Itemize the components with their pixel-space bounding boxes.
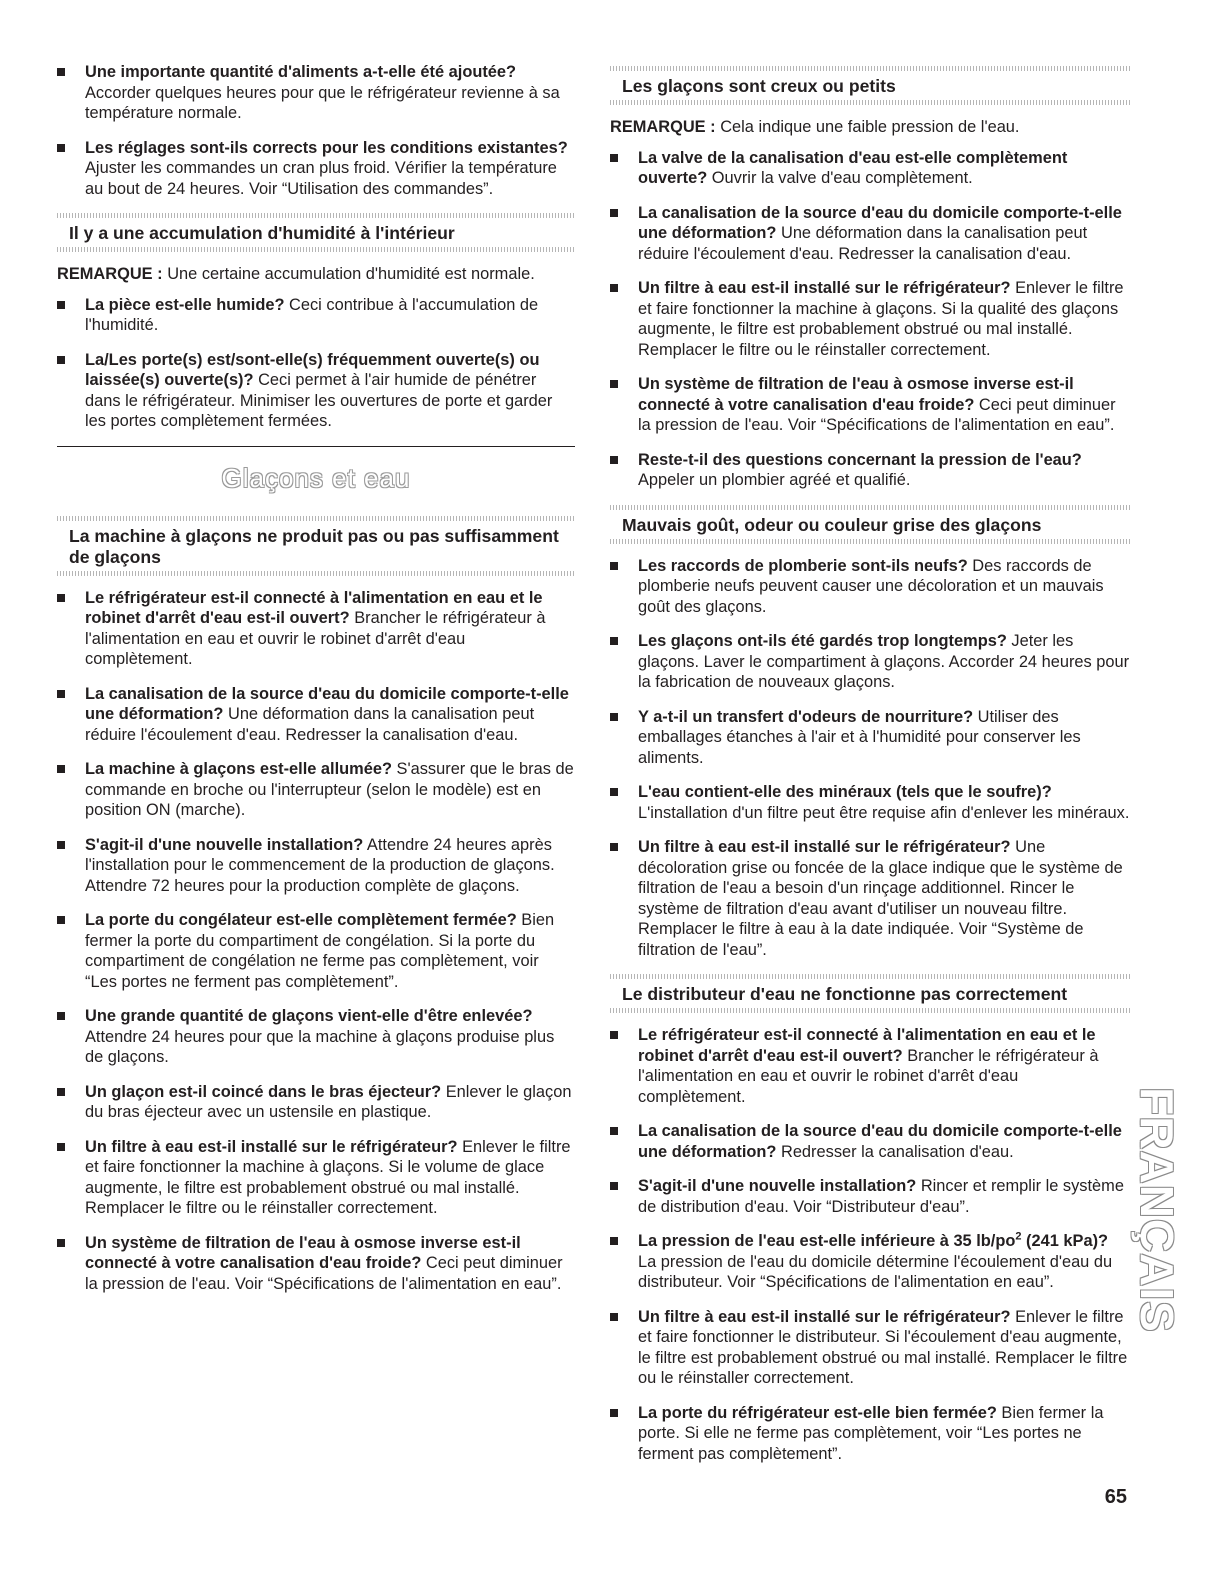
list-item: La valve de la canalisation d'eau est-elle complètement ouverte? Ouvrir la valve d'eau complètement.: [610, 148, 1130, 189]
bullet-icon: [610, 1127, 618, 1135]
dotted-rule: [57, 247, 575, 252]
list-item: La pression de l'eau est-elle inférieure à 35 $lb/po^2$ (241 kPa)? La pression de l'eau du domicile détermine l'écoulement d'eau du distributeur. Voir “Spécifications de l'alimentation en eau”.: [610, 1231, 1130, 1293]
list-item: Y a-t-il un transfert d'odeurs de nourriture? Utiliser des emballages étanches à l'air et à l'humidité pour conserver les aliments.: [610, 707, 1130, 769]
bullet-icon: [57, 841, 65, 849]
note: REMARQUE : Une certaine accumulation d'humidité est normale.: [57, 265, 535, 283]
bullet-icon: [610, 562, 618, 570]
bullet-icon: [610, 713, 618, 721]
list-item: Les raccords de plomberie sont-ils neufs? Des raccords de plomberie neufs peuvent causer une décoloration et un mauvais goût des glaçons.: [610, 556, 1130, 618]
bullet-icon: [610, 456, 618, 464]
section-title: Les glaçons sont creux ou petits: [622, 76, 896, 96]
bullet-icon: [610, 1313, 618, 1321]
bullet-icon: [610, 788, 618, 796]
chapter-title: Glaçons et eau: [221, 462, 411, 493]
dotted-rule: [610, 539, 1130, 544]
page-number: 65: [1104, 1486, 1127, 1508]
dotted-rule: [610, 100, 1130, 105]
bullet-icon: [57, 144, 65, 152]
section-header-taste: [610, 505, 1130, 544]
right-column: [610, 62, 1130, 1478]
bullet-icon: [610, 284, 618, 292]
list-item: Un filtre à eau est-il installé sur le réfrigérateur? Enlever le filtre et faire fonctionner le distributeur. Si l'écoulement d'eau augmente, le filtre est probablement obstrué ou mal installé. Remplacer le filtre ou le réinstaller correctement.: [610, 1307, 1130, 1389]
bullet-icon: [57, 1239, 65, 1247]
list-item: La canalisation de la source d'eau du domicile comporte-t-elle une déformation? Une déformation dans la canalisation peut réduire l'écoulement d'eau. Redresser la canalisation d'eau.: [610, 203, 1130, 265]
bullet-icon: [610, 380, 618, 388]
list-item: S'agit-il d'une nouvelle installation? Attendre 24 heures après l'installation pour le commencement de la production de glaçons. Attendre 72 heures pour la production complète de glaçons.: [57, 835, 575, 897]
bullet-icon: [610, 1031, 618, 1039]
list-item: La pièce est-elle humide? Ceci contribue à l'accumulation de l'humidité.: [57, 295, 575, 336]
bullet-icon: [57, 68, 65, 76]
section-title: Mauvais goût, odeur ou couleur grise des glaçons: [622, 514, 1042, 535]
list-item: Le réfrigérateur est-il connecté à l'alimentation en eau et le robinet d'arrêt d'eau est-il ouvert? Brancher le réfrigérateur à l'alimentation en eau et ouvrir le robinet d'arrêt d'eau complètement.: [610, 1025, 1130, 1107]
bullet-icon: [57, 1088, 65, 1096]
left-column: [57, 62, 575, 1308]
list-item: Les réglages sont-ils corrects pour les conditions existantes? Ajuster les commandes un cran plus froid. Vérifier la température au bout de 24 heures. Voir “Utilisation des commandes”.: [57, 138, 575, 200]
bullet-icon: [610, 1182, 618, 1190]
list-item: Un glaçon est-il coincé dans le bras éjecteur? Enlever le glaçon du bras éjecteur avec un ustensile en plastique.: [57, 1082, 575, 1123]
list-item: La canalisation de la source d'eau du domicile comporte-t-elle une déformation? Redresser la canalisation d'eau.: [610, 1121, 1130, 1162]
list-item: Un système de filtration de l'eau à osmose inverse est-il connecté à votre canalisation d'eau froide? Ceci peut diminuer la pression de l'eau. Voir “Spécifications de l'alimentation en eau”.: [610, 374, 1130, 436]
list-item: Un filtre à eau est-il installé sur le réfrigérateur? Enlever le filtre et faire fonctionner la machine à glaçons. Si le volume de glace augmente, le filtre est probablement obstrué ou mal installé. Remplacer le filtre ou le réinstaller correctement.: [57, 1137, 575, 1219]
bullet-icon: [57, 916, 65, 924]
section-title: Il y a une accumulation d'humidité à l'intérieur: [69, 223, 455, 243]
bullet-icon: [57, 594, 65, 602]
dotted-rule: [610, 1008, 1130, 1013]
bullet-icon: [57, 765, 65, 773]
list-item: La machine à glaçons est-elle allumée? S'assurer que le bras de commande en broche ou l'interrupteur (selon le modèle) est en position ON (marche).: [57, 759, 575, 821]
list-item: Une importante quantité d'aliments a-t-elle été ajoutée? Accorder quelques heures pour que le réfrigérateur revienne à sa température normale.: [57, 62, 575, 124]
list-item: La canalisation de la source d'eau du domicile comporte-t-elle une déformation? Une déformation dans la canalisation peut réduire l'écoulement d'eau. Redresser la canalisation d'eau.: [57, 684, 575, 746]
list-item: Les glaçons ont-ils été gardés trop longtemps? Jeter les glaçons. Laver le compartiment à glaçons. Accorder 24 heures pour la fabrication de nouveaux glaçons.: [610, 631, 1130, 693]
bullet-icon: [610, 154, 618, 162]
chapter-rule: [57, 446, 575, 447]
bullet-icon: [610, 637, 618, 645]
list-item: Un système de filtration de l'eau à osmose inverse est-il connecté à votre canalisation d'eau froide? Ceci peut diminuer la pression de l'eau. Voir “Spécifications de l'alimentation en eau”.: [57, 1233, 575, 1295]
bullet-icon: [57, 301, 65, 309]
bullet-icon: [610, 843, 618, 851]
section-header-humidity: [57, 213, 575, 252]
section-header-ice-maker: [57, 516, 575, 576]
list-item: Reste-t-il des questions concernant la pression de l'eau? Appeler un plombier agréé et qualifié.: [610, 450, 1130, 491]
list-item: Un filtre à eau est-il installé sur le réfrigérateur? Une décoloration grise ou foncée de la glace indique que le système de filtration de l'eau a besoin d'un rinçage additionnel. Rincer le système de filtration d'eau avant d'utiliser un nouveau filtre. Remplacer le filtre à eau à la date indiquée. Voir “Système de filtration de l'eau”.: [610, 837, 1130, 960]
note: REMARQUE : Cela indique une faible pression de l'eau.: [610, 118, 1020, 136]
bullet-icon: [57, 356, 65, 364]
dotted-rule: [57, 571, 575, 576]
list-item: Un filtre à eau est-il installé sur le réfrigérateur? Enlever le filtre et faire fonctionner la machine à glaçons. Si la qualité des glaçons augmente, le filtre est probablement obstrué ou mal installé. Remplacer le filtre ou le réinstaller correctement.: [610, 278, 1130, 360]
section-header-hollow: [610, 66, 1130, 105]
bullet-icon: [610, 1409, 618, 1417]
bullet-icon: [57, 1012, 65, 1020]
bullet-icon: [57, 690, 65, 698]
language-side-tab: FRANÇAIS: [1131, 1087, 1184, 1333]
bullet-icon: [57, 1143, 65, 1151]
list-item: La porte du réfrigérateur est-elle bien fermée? Bien fermer la porte. Si elle ne ferme pas complètement, voir “Les portes ne ferment pas complètement”.: [610, 1403, 1130, 1465]
list-item: Une grande quantité de glaçons vient-elle d'être enlevée? Attendre 24 heures pour que la machine à glaçons produise plus de glaçons.: [57, 1006, 575, 1068]
bullet-icon: [610, 209, 618, 217]
list-item: La/Les porte(s) est/sont-elle(s) fréquemment ouverte(s) ou laissée(s) ouverte(s)? Ceci permet à l'air humide de pénétrer dans le réfrigérateur. Minimiser les ouvertures de porte et garder les portes complètement fermées.: [57, 350, 575, 432]
list-item: Le réfrigérateur est-il connecté à l'alimentation en eau et le robinet d'arrêt d'eau est-il ouvert? Brancher le réfrigérateur à l'alimentation en eau et ouvrir le robinet d'arrêt d'eau complètement.: [57, 588, 575, 670]
bullet-icon: [610, 1237, 618, 1245]
list-item: S'agit-il d'une nouvelle installation? Rincer et remplir le système de distribution d'eau. Voir “Distributeur d'eau”.: [610, 1176, 1130, 1217]
list-item: L'eau contient-elle des minéraux (tels que le soufre)? L'installation d'un filtre peut être requise afin d'enlever les minéraux.: [610, 782, 1130, 823]
list-item: La porte du congélateur est-elle complètement fermée? Bien fermer la porte du compartiment de congélation. Si la porte du compartiment de congélation ne ferme pas complètement, voir “Les portes ne ferment pas complètement”.: [57, 910, 575, 992]
section-title: Le distributeur d'eau ne fonctionne pas correctement: [622, 984, 1068, 1004]
section-header-dispenser: [610, 974, 1130, 1013]
section-title: La machine à glaçons ne produit pas ou pas suffisamment de glaçons: [69, 525, 559, 567]
